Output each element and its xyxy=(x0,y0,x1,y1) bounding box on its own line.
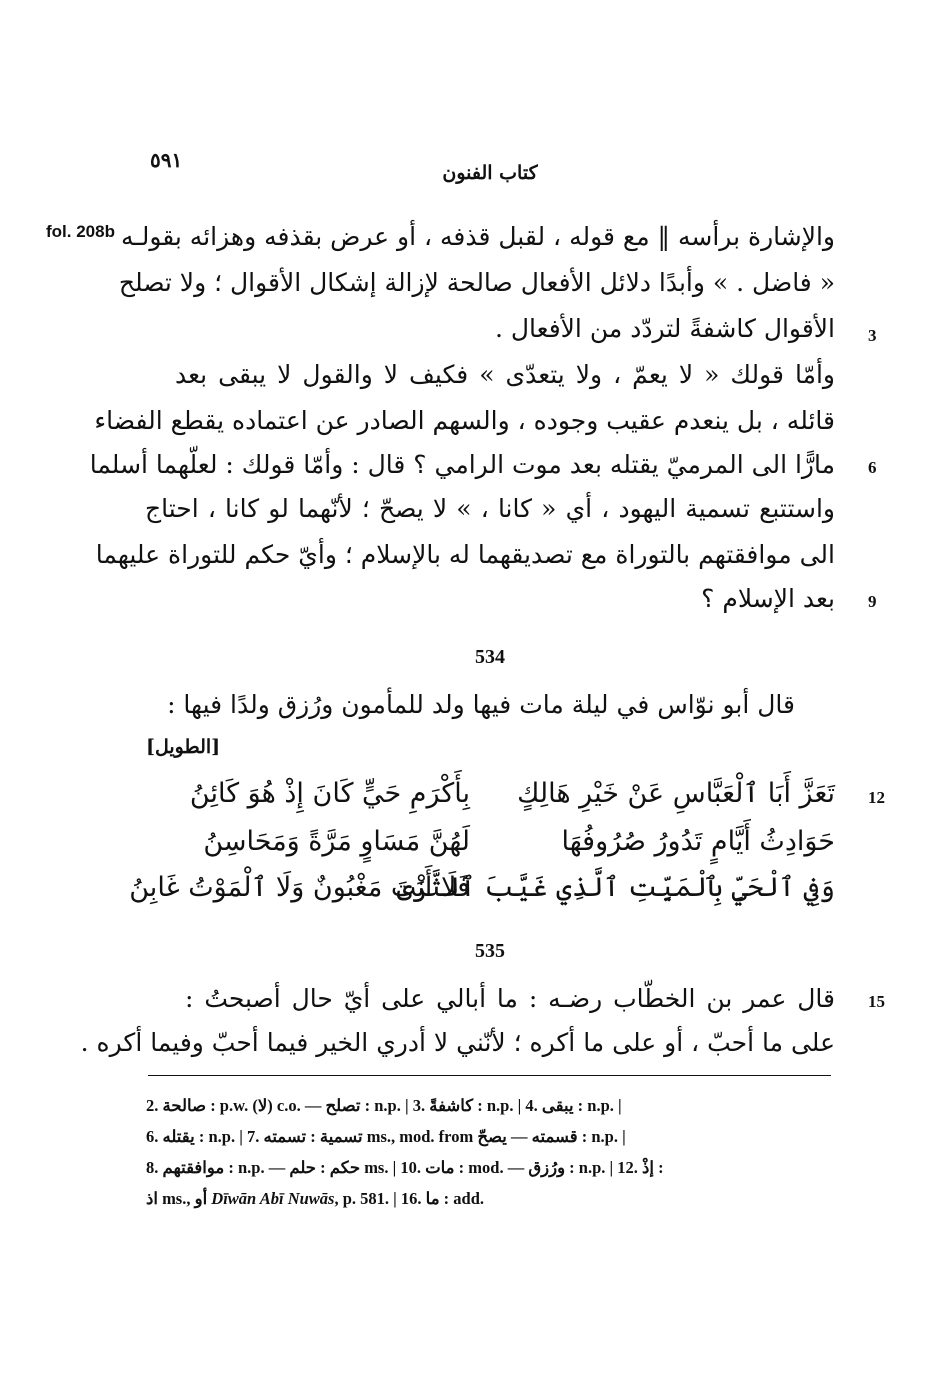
footnote-line-3: 8. موافقتهم : n.p. — حكم : حلم ms. | 10. مات : mod. — ورُزق : n.p. | 12. إذْ : xyxy=(146,1158,664,1177)
footnote-line-2: 6. يقتله : n.p. | 7. تسمية : تسمته ms., mod. from قسمته — يصحّ : n.p. | xyxy=(146,1127,626,1146)
paragraph-2-line-1: وأمّا قولك « لا يعمّ ، ولا يتعدّى » فكيف لا والقول لا يبقى بعد xyxy=(175,360,835,389)
line-number: 12 xyxy=(868,788,885,807)
diwan-reference: Dīwān Abī Nuwās xyxy=(211,1189,335,1208)
section-number: 534 xyxy=(475,646,505,668)
paragraph-2-line-4: واستتبع تسمية اليهود ، أي « كانا ، » لا يصحّ ؛ لأنّهما لو كانا ، احتاج xyxy=(145,494,835,523)
footnote-rule xyxy=(148,1075,831,1076)
line-number: 6 xyxy=(868,458,877,477)
paragraph-1-line-2: « فاضل . » وأبدًا دلائل الأفعال صالحة لإزالة إشكال الأقوال ؛ ولا تصلح xyxy=(118,268,835,297)
poetic-meter: [الطويل] xyxy=(146,736,221,758)
paragraph-1-line-1: والإشارة برأسه ‖ مع قوله ، لقبل قذفه ، أو عرض بقذفه وهزائه بقولـه xyxy=(120,222,835,251)
verse-3-first-hemistich: وَفِي ٱلْحَيِّ بِٱلْمَيِّتِ ٱلَّذِي غَيَّبَ ٱلثَّرَى xyxy=(396,872,835,903)
verse-1-first-hemistich: تَعَزَّ أَبَا ٱلْعَبَّاسِ عَنْ خَيْرِ هَالِكٍ xyxy=(517,778,835,809)
poem-introduction: قال أبو نوّاس في ليلة مات فيها ولد للمأمون ورُزق ولدًا فيها : xyxy=(167,690,795,719)
line-number: 15 xyxy=(868,992,885,1011)
anecdote-line-1: قال عمر بن الخطّاب رضـه : ما أبالي على أيّ حال أصبحتُ : xyxy=(185,984,835,1013)
page-number: ٥٩١ xyxy=(150,148,183,172)
paragraph-2-line-6: بعد الإسلام ؟ xyxy=(701,584,835,613)
line-number: 3 xyxy=(868,326,877,345)
footnote-line-1: 2. صالحة : p.w. (لا) c.o. — تصلح : n.p. | 3. كاشفةً : n.p. | 4. يبقى : n.p. | xyxy=(146,1096,622,1115)
footnote-line-4: اذ ms., أو Dīwān Abī Nuwās, p. 581. | 16. ما : add. xyxy=(146,1189,485,1208)
running-title: كتاب الفنون xyxy=(442,162,538,184)
verse-3-second-hemistich: فَلَا أَنْتَ مَغْبُونٌ وَلَا ٱلْمَوْتُ غَابِنُ xyxy=(129,872,470,903)
anecdote-line-2: على ما أحبّ ، أو على ما أكره ؛ لأنّني لا أدري الخير فيما أحبّ وفيما أكره . xyxy=(80,1028,835,1057)
paragraph-2-line-3: مارًّا الى المرميّ يقتله بعد موت الرامي ؟ قال : وأمّا قولك : لعلّهما أسلما xyxy=(89,450,835,479)
verse-2-second-hemistich: لَهُنَّ مَسَاوٍ مَرَّةً وَمَحَاسِنُ xyxy=(203,826,470,857)
line-number: 9 xyxy=(868,592,877,611)
section-number: 535 xyxy=(475,940,505,962)
paragraph-1-line-3: الأقوال كاشفةً لتردّد من الأفعال . xyxy=(494,314,835,343)
folio-reference: fol. 208b xyxy=(46,222,115,241)
verse-1-second-hemistich: بِأَكْرَمِ حَيٍّ كَانَ إِذْ هُوَ كَائِنُ xyxy=(189,778,470,809)
verse-2-first-hemistich: حَوَادِثُ أَيَّامٍ تَدُورُ صُرُوفُهَا xyxy=(561,826,835,857)
paragraph-2-line-2: قائله ، بل ينعدم عقيب وجوده ، والسهم الصادر عن اعتماده يقطع الفضاء xyxy=(94,406,835,435)
paragraph-2-line-5: الى موافقتهم بالتوراة مع تصديقهما له بالإسلام ؛ وأيّ حكم للتوراة عليهما xyxy=(95,540,835,569)
